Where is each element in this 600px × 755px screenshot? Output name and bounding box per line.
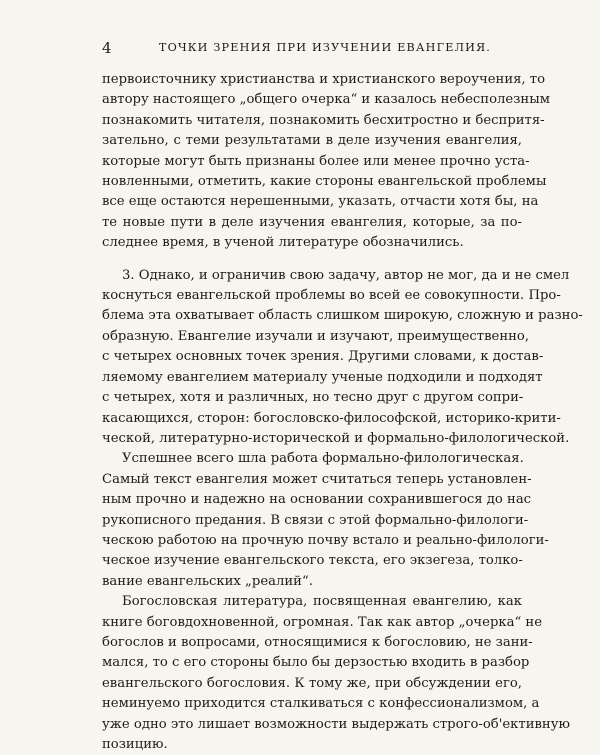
text-line: мался, то с его стороны было бы дерзостью входить в разбор: [102, 655, 530, 671]
body-text: [102, 70, 583, 755]
page-number: 4: [102, 39, 112, 57]
text-line: автору настоящего „общего очерка“ и казалось небесполезным: [102, 92, 550, 108]
text-line: евангельского богословия. К тому же, при обсуждении его,: [102, 675, 522, 691]
text-line: новленными, отметить, какие стороны евангельской проблемы: [102, 174, 547, 190]
text-line: блема эта охватывает область слишком широкую, сложную и разно-: [102, 308, 583, 324]
text-line: Богословская литература, посвященная евангелию, как: [122, 594, 522, 610]
text-line: все еще остаются нерешенными, указать, отчасти хотя бы, на: [102, 194, 539, 210]
text-line: ческой, литературно-исторической и формально-филологической.: [102, 430, 570, 446]
text-line: первоисточнику христианства и христианского вероучения, то: [102, 72, 546, 87]
paragraph-2: [102, 266, 583, 450]
text-line: позицию.: [102, 737, 168, 752]
text-line: ческое изучение евангельского текста, его экзегеза, толко-: [102, 553, 523, 569]
text-line: уже одно это лишает возможности выдержать строго-об'ективную: [102, 716, 570, 732]
text-line: с четырех основных точек зрения. Другими словами, к достав-: [102, 349, 544, 365]
text-line: касающихся, сторон: богословско-философской, историко-крити-: [102, 410, 561, 426]
text-line: те новые пути в деле изучения евангелия, которые, за по-: [102, 214, 522, 230]
text-line: 3. Однако, и ограничив свою задачу, автор не мог, да и не смел: [122, 267, 570, 283]
text-line: книге боговдохновенной, огромная. Так как автор „очерка“ не: [102, 614, 543, 630]
text-line: Самый текст евангелия может считаться теперь установлен-: [102, 471, 532, 487]
text-line: Успешнее всего шла работа формально-филологическая.: [122, 451, 524, 467]
text-line: ным прочно и надежно на основании сохранившегося до нас: [102, 492, 532, 508]
text-line: которые могут быть признаны более или менее прочно уста-: [102, 153, 530, 169]
text-line: вание евангельских „реалий“.: [102, 573, 313, 589]
paragraph-3: [102, 449, 549, 592]
text-line: ляемому евангелием материалу ученые подходили и подходят: [102, 369, 543, 385]
text-line: зательно, с теми результатами в деле изучения евангелия,: [102, 133, 522, 149]
text-line: рукописного предания. В связи с этой формально-филологи-: [102, 512, 529, 528]
text-line: образную. Евангелие изучали и изучают, преимущественно,: [102, 328, 530, 344]
text-line: с четырех, хотя и различных, но тесно друг с другом сопри-: [102, 390, 524, 406]
text-line: богослов и вопросами, относящимися к богословию, не зани-: [102, 634, 533, 650]
paragraph-4: [102, 592, 570, 755]
running-title: ТОЧКИ ЗРЕНИЯ ПРИ ИЗУЧЕНИИ ЕВАНГЕЛИЯ.: [158, 41, 492, 54]
page-header: [102, 38, 510, 58]
text-line: неминуемо приходится сталкиваться с конфессионализмом, а: [102, 696, 540, 712]
paragraph-1: [102, 70, 550, 254]
text-line: познакомить читателя, познакомить бесхитростно и беспритя-: [102, 112, 545, 128]
text-line: коснуться евангельской проблемы во всей ее совокупности. Про-: [102, 288, 561, 304]
text-line: ческою работою на прочную почву встало и реально-филологи-: [102, 532, 549, 548]
text-line: следнее время, в ученой литературе обозначились.: [102, 235, 464, 251]
